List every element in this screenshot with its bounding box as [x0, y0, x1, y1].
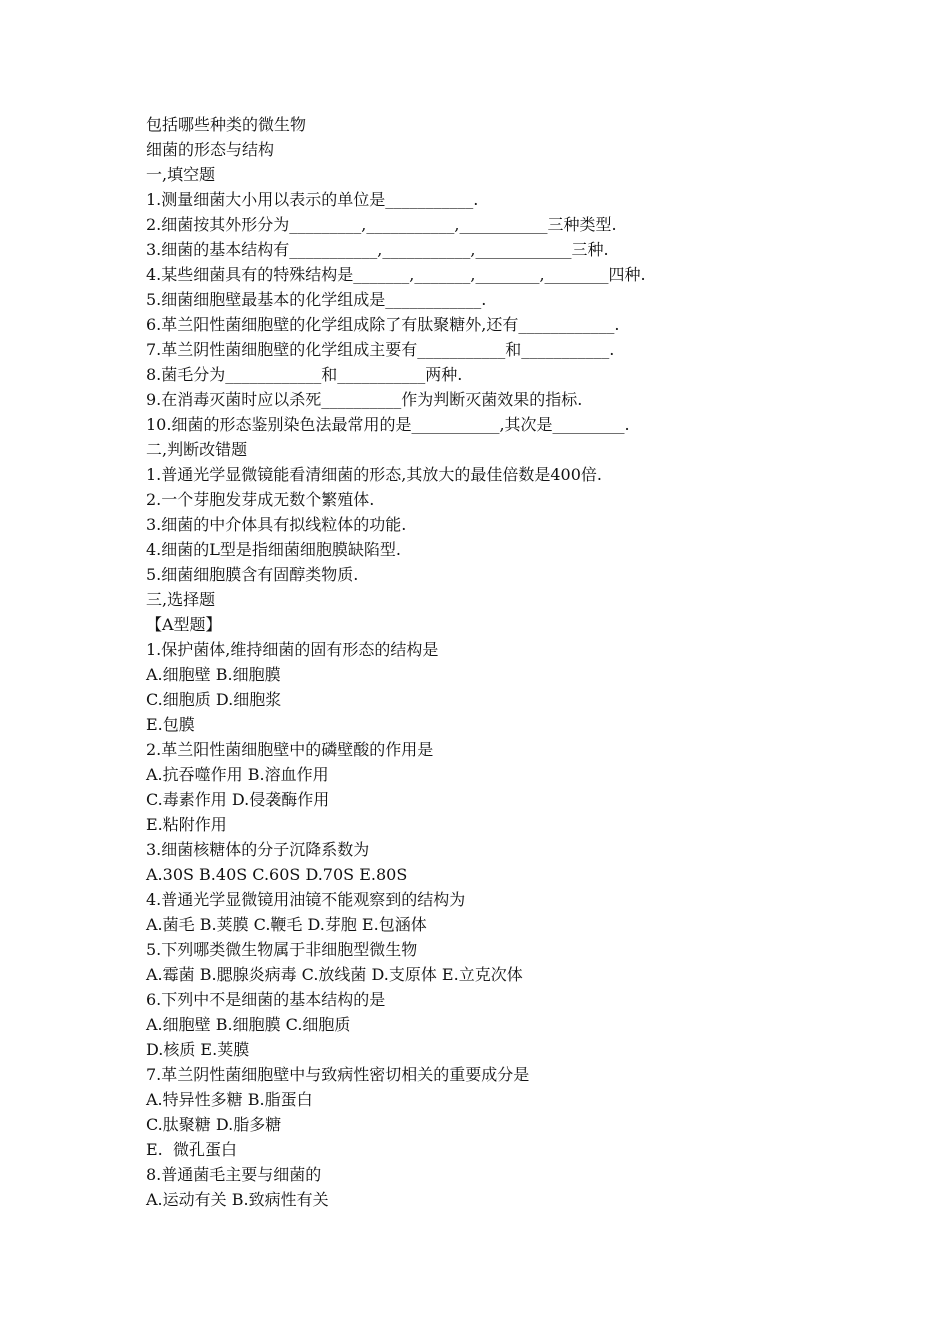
- document-page: [146, 112, 906, 1212]
- text-line: A.细胞壁 B.细胞膜: [146, 665, 281, 684]
- text-line: 8.普通菌毛主要与细菌的: [146, 1165, 322, 1184]
- text-line: A.特异性多糖 B.脂蛋白: [146, 1090, 313, 1109]
- text-line: 【A型题】: [146, 615, 222, 634]
- text-line: A.运动有关 B.致病性有关: [146, 1190, 329, 1209]
- text-line: C.细胞质 D.细胞浆: [146, 690, 282, 709]
- text-line: C.肽聚糖 D.脂多糖: [146, 1115, 282, 1134]
- text-line: 3.细菌的中介体具有拟线粒体的功能.: [146, 515, 407, 534]
- text-line: 2.一个芽胞发芽成无数个繁殖体.: [146, 490, 375, 509]
- text-line: 2.革兰阳性菌细胞壁中的磷壁酸的作用是: [146, 740, 434, 759]
- text-line: 5.细菌细胞壁最基本的化学组成是____________.: [146, 290, 487, 309]
- text-line: A.细胞壁 B.细胞膜 C.细胞质: [146, 1015, 351, 1034]
- text-line: 1.测量细菌大小用以表示的单位是___________.: [146, 190, 479, 209]
- text-line: 三,选择题: [146, 590, 216, 609]
- text-line: 1.普通光学显微镜能看清细菌的形态,其放大的最佳倍数是400倍.: [146, 465, 602, 484]
- text-line: 5.下列哪类微生物属于非细胞型微生物: [146, 940, 418, 959]
- text-line: E.包膜: [146, 715, 195, 734]
- text-line: 8.菌毛分为____________和___________两种.: [146, 365, 463, 384]
- text-line: 7.革兰阴性菌细胞壁的化学组成主要有___________和___________.: [146, 340, 615, 359]
- text-line: 包括哪些种类的微生物: [146, 115, 307, 134]
- text-line: 二,判断改错题: [146, 440, 248, 459]
- text-line: 3.细菌核糖体的分子沉降系数为: [146, 840, 370, 859]
- text-line: 6.下列中不是细菌的基本结构的是: [146, 990, 386, 1009]
- text-line: A.霉菌 B.腮腺炎病毒 C.放线菌 D.支原体 E.立克次体: [146, 965, 523, 984]
- text-line: 4.普通光学显微镜用油镜不能观察到的结构为: [146, 890, 466, 909]
- text-line: D.核质 E.荚膜: [146, 1040, 250, 1059]
- text-line: 3.细菌的基本结构有___________,___________,____________三种.: [146, 240, 609, 259]
- text-line: 1.保护菌体,维持细菌的固有形态的结构是: [146, 640, 439, 659]
- text-line: 细菌的形态与结构: [146, 140, 275, 159]
- text-line: 4.某些细菌具有的特殊结构是_______,_______,________,________四种.: [146, 265, 646, 284]
- text-line: 6.革兰阳性菌细胞壁的化学组成除了有肽聚糖外,还有____________.: [146, 315, 620, 334]
- text-line: 10.细菌的形态鉴别染色法最常用的是___________,其次是_________.: [146, 415, 630, 434]
- text-line: A.抗吞噬作用 B.溶血作用: [146, 765, 329, 784]
- text-line: A.30S B.40S C.60S D.70S E.80S: [146, 865, 408, 884]
- text-line: 2.细菌按其外形分为_________,___________,___________三种类型.: [146, 215, 617, 234]
- text-line: C.毒素作用 D.侵袭酶作用: [146, 790, 330, 809]
- text-line: 7.革兰阴性菌细胞壁中与致病性密切相关的重要成分是: [146, 1065, 530, 1084]
- text-line: 9.在消毒灭菌时应以杀死__________作为判断灭菌效果的指标.: [146, 390, 583, 409]
- text-line: A.菌毛 B.荚膜 C.鞭毛 D.芽胞 E.包涵体: [146, 915, 427, 934]
- text-line: 4.细菌的L型是指细菌细胞膜缺陷型.: [146, 540, 401, 559]
- text-line: E. 微孔蛋白: [146, 1140, 237, 1159]
- text-line: 5.细菌细胞膜含有固醇类物质.: [146, 565, 359, 584]
- text-line: 一,填空题: [146, 165, 216, 184]
- text-line: E.粘附作用: [146, 815, 227, 834]
